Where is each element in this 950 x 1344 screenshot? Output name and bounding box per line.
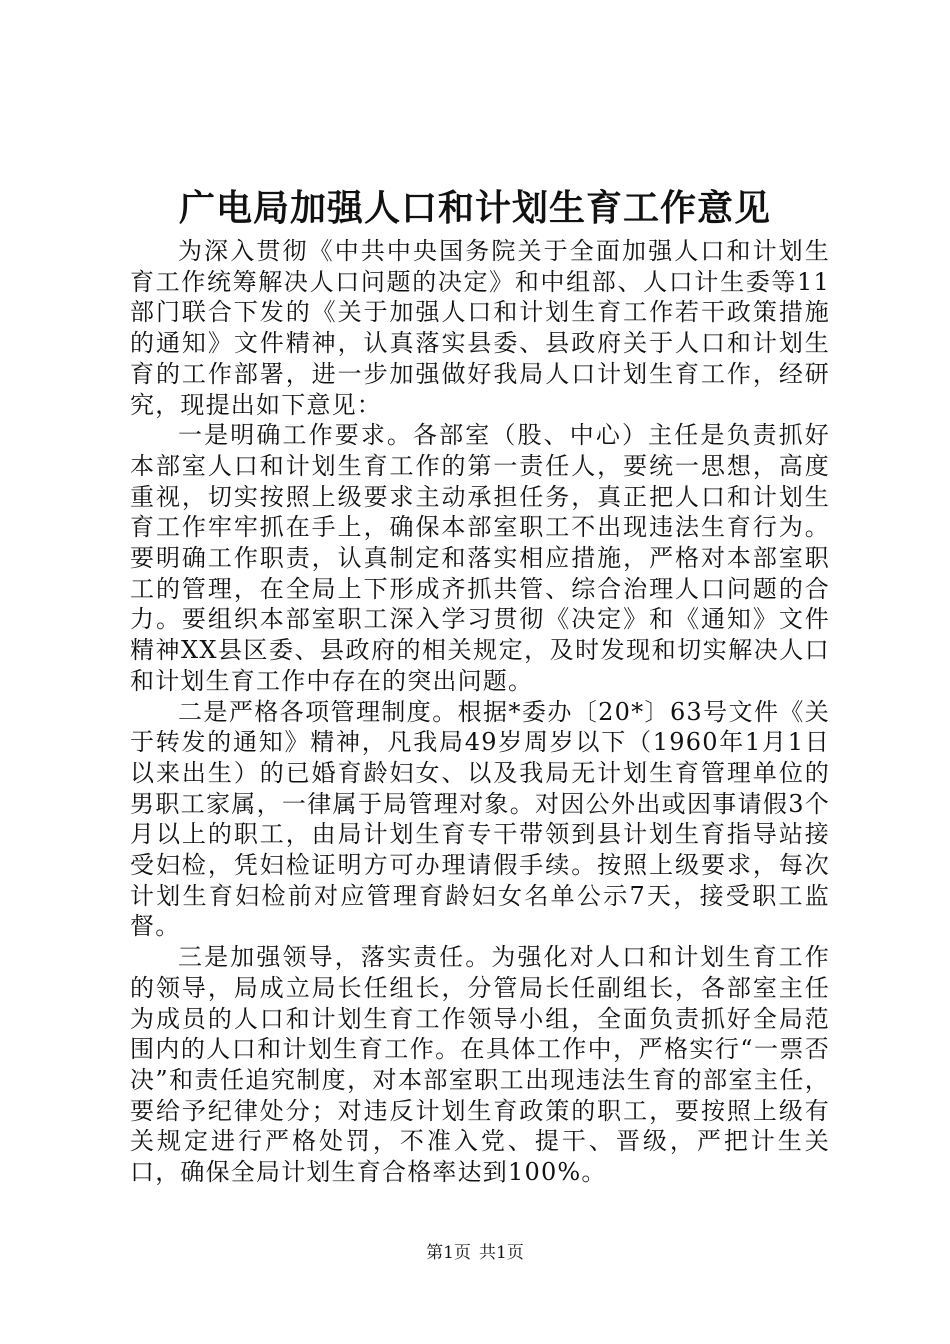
page-footer [0,1242,950,1264]
page-total: 共1页 [479,1243,524,1263]
document-body [130,236,830,1188]
paragraph-management: 二是严格各项管理制度。根据*委办〔20*〕63号文件《关于转发的通知》精神，凡我局49岁周岁以下（1960年1月1日以来出生）的已婚育龄妇女、以及我局无计划生育管理单位的男职工家属，一律属于局管理对象。对因公外出或因事请假3个月以上的职工，由局计划生育专干带领到县计划生育指导站接受妇检，凭妇检证明方可办理请假手续。按照上级要求，每次计划生育妇检前对应管理育龄妇女名单公示7天，接受职工监督。 [130,697,830,941]
page-number: 第1页 [426,1243,471,1263]
paragraph-intro: 为深入贯彻《中共中央国务院关于全面加强人口和计划生育工作统筹解决人口问题的决定》和中组部、人口计生委等11部门联合下发的《关于加强人口和计划生育工作若干政策措施的通知》文件精神，认真落实县委、县政府关于人口和计划生育的工作部署，进一步加强做好我局人口计划生育工作，经研究，现提出如下意见： [130,237,830,419]
paragraph-requirements: 一是明确工作要求。各部室（股、中心）主任是负责抓好本部室人口和计划生育工作的第一责任人，要统一思想，高度重视，切实按照上级要求主动承担任务，真正把人口和计划生育工作牢牢抓在手上，确保本部室职工不出现违法生育行为。要明确工作职责，认真制定和落实相应措施，严格对本部室职工的管理，在全局上下形成齐抓共管、综合治理人口问题的合力。要组织本部室职工深入学习贯彻《决定》和《通知》文件精神XX县区委、县政府的相关规定，及时发现和切实解决人口和计划生育工作中存在的突出问题。 [130,421,830,695]
paragraph-leadership: 三是加强领导，落实责任。为强化对人口和计划生育工作的领导，局成立局长任组长，分管局长任副组长，各部室主任为成员的人口和计划生育工作领导小组，全面负责抓好全局范围内的人口和计划生育工作。在具体工作中，严格实行“一票否决”和责任追究制度，对本部室职工出现违法生育的部室主任，要给予纪律处分；对违反计划生育政策的职工，要按照上级有关规定进行严格处罚，不准入党、提干、晋级，严把计生关口，确保全局计划生育合格率达到100%。 [130,943,830,1187]
document-title: 广电局加强人口和计划生育工作意见 [178,187,771,229]
